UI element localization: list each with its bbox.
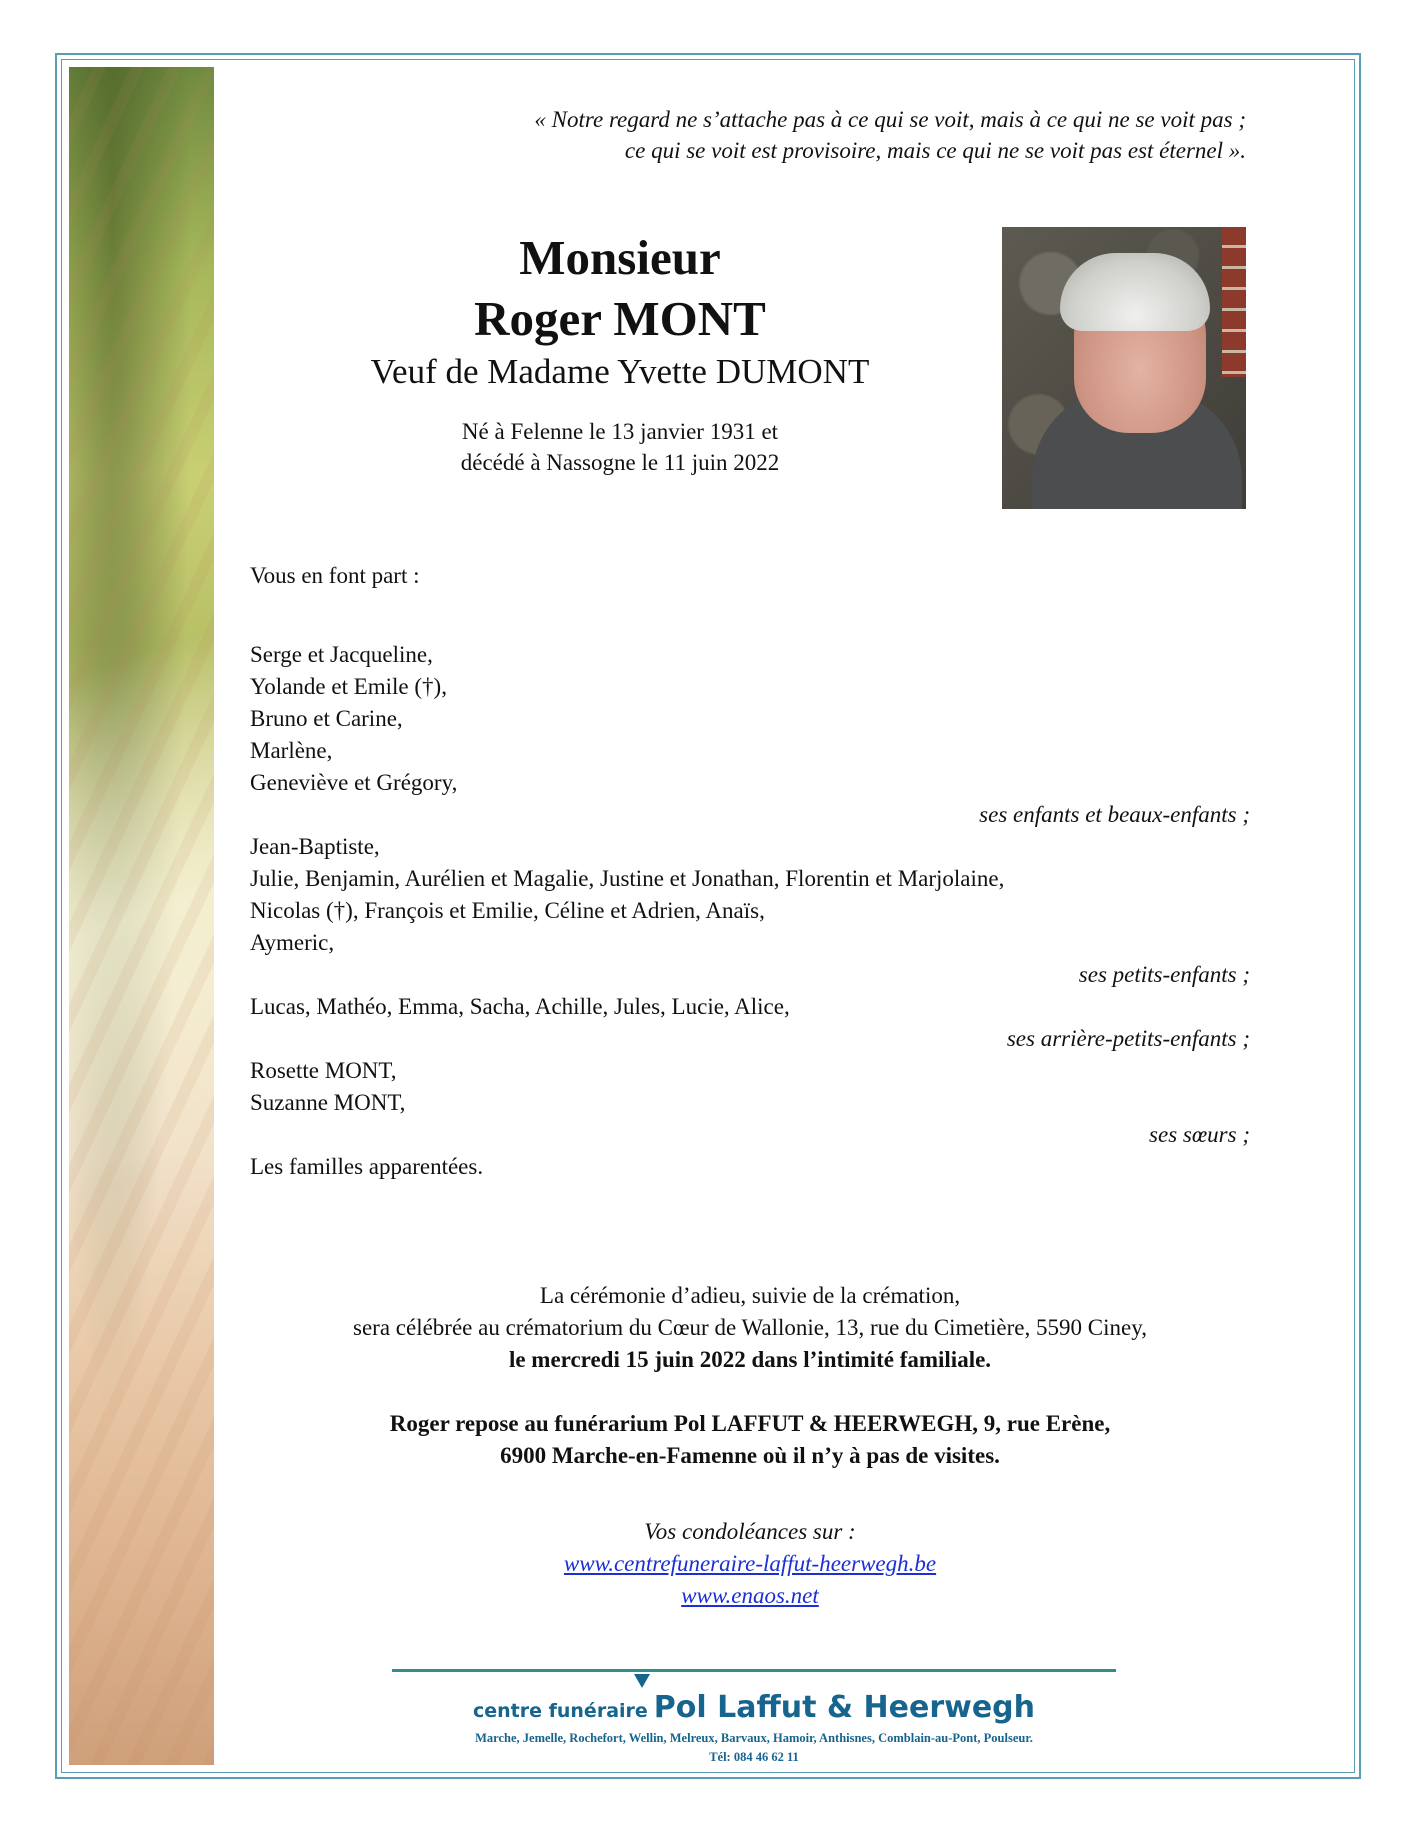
list-item: Lucas, Mathéo, Emma, Sacha, Achille, Jules, Lucie, Alice, xyxy=(250,994,790,1019)
deceased-header xyxy=(250,228,990,478)
rest-line-2: 6900 Marche-en-Famenne où il n’y à pas de visites. xyxy=(500,1443,1000,1468)
civility: Monsieur xyxy=(519,230,721,285)
ceremony-info xyxy=(215,1280,1285,1612)
list-item: Geneviève et Grégory, xyxy=(250,770,458,795)
death-line: décédé à Nassogne le 11 juin 2022 xyxy=(460,450,780,475)
phone-number: Tél: 084 46 62 11 xyxy=(709,1750,799,1764)
birth-line: Né à Felenne le 13 janvier 1931 et xyxy=(461,419,779,444)
forest-side-image xyxy=(69,67,214,1765)
families-line: Les familles apparentées. xyxy=(250,1154,484,1179)
list-item: Marlène, xyxy=(250,738,333,763)
list-item: Nicolas (†), François et Emilie, Céline et Adrien, Anaïs, xyxy=(250,898,765,923)
ceremony-line-2: sera célébrée au crématorium du Cœur de Wallonie, 13, rue du Cimetière, 5590 Ciney, xyxy=(353,1315,1147,1340)
portrait-photo xyxy=(1002,227,1246,509)
logo-small-text: centre funéraire xyxy=(472,1700,648,1722)
condolence-link-enaos[interactable]: www.enaos.net xyxy=(681,1583,819,1608)
quote-line-1: « Notre regard ne s’attache pas à ce qui se voit, mais à ce qui ne se voit pas ; xyxy=(534,107,1246,132)
list-item: Julie, Benjamin, Aurélien et Magalie, Justine et Jonathan, Florentin et Marjolaine, xyxy=(250,866,1005,891)
branch-towns: Marche, Jemelle, Rochefort, Wellin, Melreux, Barvaux, Hamoir, Anthisnes, Comblain-au-Pont, Poulseur. xyxy=(475,1731,1033,1745)
bible-quote xyxy=(246,104,1246,166)
list-item: Serge et Jacqueline, xyxy=(250,642,433,667)
condolence-link-centre[interactable]: www.centrefuneraire-laffut-heerwegh.be xyxy=(563,1551,937,1576)
life-dates xyxy=(250,416,990,478)
children-label: ses enfants et beaux-enfants ; xyxy=(979,802,1250,827)
grandchildren-label: ses petits-enfants ; xyxy=(1078,962,1250,987)
ceremony-date: le mercredi 15 juin 2022 dans l’intimité familiale. xyxy=(508,1347,992,1372)
list-item: Rosette MONT, xyxy=(250,1058,397,1083)
quote-line-2: ce qui se voit est provisoire, mais ce qui ne se voit pas est éternel ». xyxy=(624,138,1246,163)
list-item: Aymeric, xyxy=(250,930,335,955)
list-item: Suzanne MONT, xyxy=(250,1090,406,1115)
condolences-label: Vos condoléances sur : xyxy=(644,1519,856,1544)
logo-divider xyxy=(392,1669,1116,1672)
list-item: Jean-Baptiste, xyxy=(250,834,380,859)
list-item: Bruno et Carine, xyxy=(250,706,403,731)
logo-triangle-icon xyxy=(634,1674,650,1688)
sisters-label: ses sœurs ; xyxy=(1149,1122,1250,1147)
widow-of: Veuf de Madame Yvette DUMONT xyxy=(370,352,870,391)
rest-line-1: Roger repose au funérarium Pol LAFFUT & HEERWEGH, 9, rue Erène, xyxy=(389,1411,1111,1436)
list-item: Yolande et Emile (†), xyxy=(250,674,447,699)
logo-brand-text: Pol Laffut & Heerwegh xyxy=(653,1690,1036,1725)
ceremony-line-1: La cérémonie d’adieu, suivie de la crémation, xyxy=(539,1283,961,1308)
intro: Vous en font part : xyxy=(250,563,420,588)
funeral-home-logo xyxy=(392,1690,1116,1725)
family-announcement xyxy=(250,560,1250,1183)
great-grandchildren-label: ses arrière-petits-enfants ; xyxy=(1006,1026,1250,1051)
deceased-name: Roger MONT xyxy=(474,291,766,346)
